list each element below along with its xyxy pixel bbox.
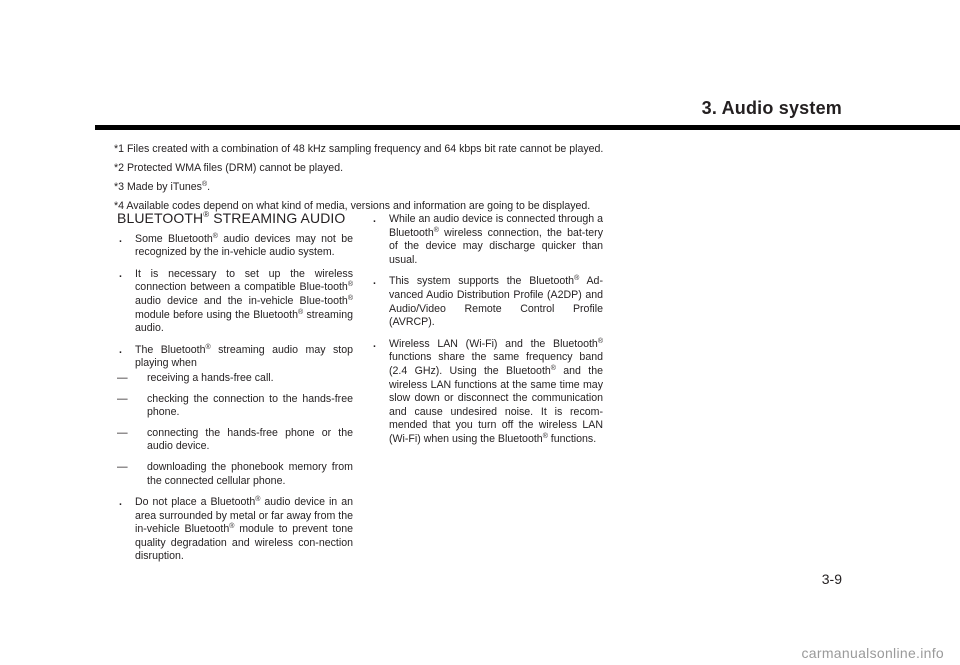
bullet-glyph: . xyxy=(119,267,122,280)
dash-item xyxy=(117,461,353,488)
bullet-text: module to prevent tone quality degradation and wireless con-nection disruption. xyxy=(135,523,353,563)
dash-text: checking the connection to the hands-free phone. xyxy=(147,392,353,419)
right-bullet-list xyxy=(371,213,603,447)
registered-mark: ® xyxy=(201,181,208,188)
footnote-3-end: . xyxy=(207,181,211,193)
bullet-text: audio devices may not be recognized by the in-vehicle audio system. xyxy=(135,232,353,259)
dash-list xyxy=(117,371,353,488)
registered-mark: ® xyxy=(347,281,353,289)
footnote-4: *4 Available codes depend on what kind of media, versions and information are going to be displayed. xyxy=(114,200,591,212)
bullet-text: Wireless LAN (Wi-Fi) and the Bluetooth xyxy=(389,337,598,350)
dash-glyph: — xyxy=(117,426,128,439)
dash-item xyxy=(117,393,353,420)
bullet-item xyxy=(117,344,353,488)
right-column xyxy=(371,213,603,455)
bullet-item xyxy=(371,275,603,329)
footnotes xyxy=(114,143,834,219)
bullet-glyph: . xyxy=(119,343,122,356)
footnote-1: *1 Files created with a combination of 48 kHz sampling frequency and 64 kbps bit rate cannot be played. xyxy=(114,143,604,155)
bullet-text: and the wireless LAN functions at the same time may slow down or disconnect the communication and cause undesired noise. It is recom-mended that you turn off the wireless LAN (Wi-Fi) when using the Bluetooth xyxy=(389,364,603,445)
registered-mark: ® xyxy=(297,308,304,316)
footnote-3 xyxy=(114,181,834,194)
registered-mark: ® xyxy=(212,232,218,240)
registered-mark: ® xyxy=(205,343,211,351)
bullet-item xyxy=(371,213,603,267)
bullet-text: streaming audio. xyxy=(135,308,353,335)
dash-text: downloading the phonebook memory from the connected cellular phone. xyxy=(147,460,353,487)
page-number: 3-9 xyxy=(821,571,842,587)
bullet-text: Do not place a Bluetooth xyxy=(135,496,256,509)
bullet-item xyxy=(117,496,353,564)
bullet-text: streaming audio may stop playing when xyxy=(135,343,354,370)
bullet-text: Ad-vanced Audio Distribution Profile (A2DP) and Audio/Video Remote Control Profile (AVRCP). xyxy=(389,275,603,329)
registered-mark: ® xyxy=(574,275,580,283)
registered-mark: ® xyxy=(203,210,210,219)
bullet-text: wireless connection, the bat-tery of the device may discharge quicker than usual. xyxy=(389,226,603,266)
bullet-glyph: . xyxy=(119,496,122,509)
left-column xyxy=(117,212,353,572)
dash-text: receiving a hands-free call. xyxy=(147,371,274,384)
left-bullet-list xyxy=(117,233,353,564)
registered-mark: ® xyxy=(347,294,353,302)
header-rule xyxy=(95,125,960,130)
registered-mark: ® xyxy=(550,364,556,372)
section-heading xyxy=(117,212,353,226)
registered-mark: ® xyxy=(542,432,548,440)
bullet-text: audio device in an area surrounded by metal or far away from the in-vehicle Bluetooth xyxy=(135,496,353,536)
dash-glyph: — xyxy=(117,392,128,405)
bullet-item xyxy=(117,233,353,260)
registered-mark: ® xyxy=(433,226,439,234)
bullet-text: While an audio device is connected through a Bluetooth xyxy=(389,213,603,239)
bullet-text: audio device and the in-vehicle Blue-tooth xyxy=(135,294,348,307)
bullet-glyph: . xyxy=(373,337,376,350)
bullet-text: Some Bluetooth xyxy=(135,232,213,245)
bullet-text: The Bluetooth xyxy=(135,343,206,356)
bullet-text: functions. xyxy=(547,432,597,445)
bullet-item xyxy=(371,338,603,447)
bullet-glyph: . xyxy=(119,232,122,245)
section-heading-text: BLUETOOTH xyxy=(117,210,204,226)
dash-glyph: — xyxy=(117,460,128,473)
footnote-2: *2 Protected WMA files (DRM) cannot be played. xyxy=(114,162,344,174)
registered-mark: ® xyxy=(255,496,261,504)
bullet-text: functions share the same frequency band (2.4 GHz). Using the Bluetooth xyxy=(389,351,603,377)
section-heading-rest: STREAMING AUDIO xyxy=(209,210,346,226)
dash-glyph: — xyxy=(117,371,128,384)
registered-mark: ® xyxy=(229,523,235,531)
footnote-3-text: *3 Made by iTunes xyxy=(114,181,202,193)
bullet-glyph: . xyxy=(373,275,376,288)
bullet-item xyxy=(117,268,353,336)
watermark: carmanualsonline.info xyxy=(801,645,944,661)
bullet-text: This system supports the Bluetooth xyxy=(389,275,575,288)
dash-item xyxy=(117,372,353,386)
dash-text: connecting the hands-free phone or the audio device. xyxy=(147,426,353,453)
bullet-glyph: . xyxy=(373,213,376,225)
chapter-title: 3. Audio system xyxy=(701,98,842,118)
registered-mark: ® xyxy=(597,337,603,345)
bullet-text: It is necessary to set up the wireless connection between a compatible Blue-tooth xyxy=(135,267,353,294)
dash-item xyxy=(117,427,353,454)
bullet-text: module before using the Bluetooth xyxy=(135,308,298,321)
